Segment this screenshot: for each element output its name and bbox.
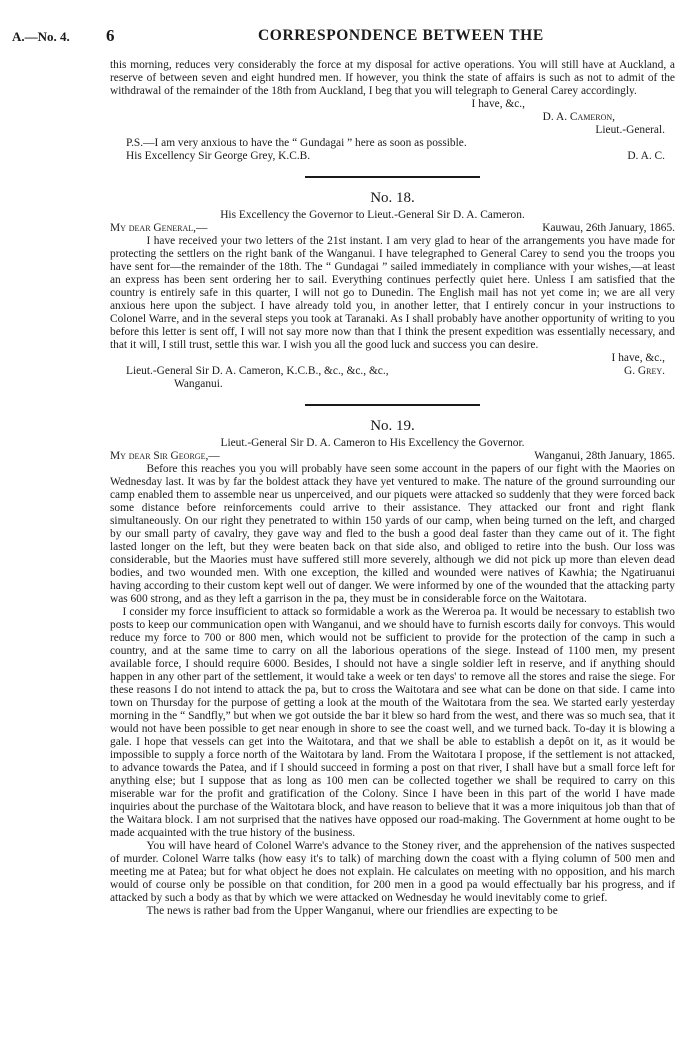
letter-17-continuation — [110, 59, 675, 163]
signature-rank: Lieut.-General. — [595, 124, 665, 136]
paragraph: Before this reaches you you will probably have seen some account in the papers of our fight with the Maories on Wednesday last. It was by far the boldest attack they have yet ventured to make. The nature of the ground surrounding our camp enabled them to assemble near us unperceived, and our piquets were attacked so suddenly that they were forced back some distance before reinforcements could arrive to their assistance. They attacked our front and right flank simultaneously. On our right they penetrated to within 150 yards of our camp, when being turned on the left, and charged by our small party of cavalry, they gave way and fled to the bush a good deal faster than they came out of it. The fight lasted longer on the left, but they were beaten back on that side also, and obliged to retire into the bush. Our loss was considerable, but the Maories must have suffered still more severely, although we did not pick up more than eleven dead bodies, and two wounded men. With one exception, the killed and wounded were natives of Kawhia; the Ngatiruanui having according to their custom kept well out of danger. We were informed by one of the wounded that the attacking party was 600 strong, and as they left a garrison in the pa, they must be in considerable force on the Waitotara. — [110, 463, 675, 605]
closing: I have, &c., — [611, 352, 665, 364]
salutation-row — [110, 222, 675, 235]
paragraph: I consider my force insufficient to attack so formidable a work as the Wereroa pa. It would be necessary to establish two posts to keep our communication open with Wanganui, and we should have to furnish escorts daily for convoys. This would reduce my force to 700 or 800 men, which would not be sufficient to provide for the protection of the camp in such a country, and at the same time to carry on all the laborious operations of the siege. Instead of 1100 men, my present available force, I should require 6000. Besides, I should not have a single soldier left in reserve, and if anything should happen in any other part of the settlement, it would take a week or ten days' to remove all the stores and raise the siege. For these reasons I do not intend to attack the pa, but to cross the Waitotara and see what can be done on that side. I came into town on Thursday for the purpose of getting a look at the mouth of the Waitotara from the sea. We started early yesterday morning in the “ Sandfly,” but when we got outside the bar it blew so hard from the west, and there was so much sea, that it would not have been possible to get near enough in shore to see the coast well, and we turned back. To-day it is blowing a gale. I hope that vessels can get into the Waitotara, and that we shall be able to establish a depôt on it, as it would be impossible to supply a force north of the Waitotara by land. From the Waitotara I propose, if the settlement is not attacked, to advance towards the Patea, and if I should succeed in forming a post on that river, I shall have but a small force left for anything else; but I suppose that as long as 100 men can be collected together we shall be required to carry on this miserable war for the profit and gratification of the Colony. Since I have been in this part of the world I have made inquiries about the purchase of the Waitotara block, and have reason to believe that it was a more iniquitous job than that of the Waitara block. I am not surprised that the natives have opposed our road-making. The Government at home ought to be made acquainted with the true history of the business. — [110, 606, 675, 839]
place-date: Wanganui, 28th January, 1865. — [534, 450, 675, 462]
letter-subtitle: His Excellency the Governor to Lieut.-General Sir D. A. Cameron. — [220, 209, 525, 221]
paragraph: I have received your two letters of the 21st instant. I am very glad to hear of the arrangements you have made for protecting the settlers on the right bank of the Wanganui. I have telegraphed to General Carey to send you the troops you have sent for—the remainder of the 18th. The “ Gundagai ” sailed immediately in compliance with your wishes,—at least an express has been sent ordering her to sail. Everything continues perfectly quiet here. Unless I am satisfied that the country is entirely safe in this quarter, I will not go to Dunedin. The English mail has not yet come in; we are all very anxious here upon the subject. I have already told you, in another letter, that I entirely concur in your instructions to Colonel Warre, and in the several steps you took at Taranaki. As I shall probably have another opportunity of writing to you before this letter is sent off, I will not say more now than that I think the present expedition was essentially necessary, and that it will, I still trust, settle this war. I wish you all the good luck and success you can desire. — [110, 235, 675, 351]
salutation: My dear General,— — [110, 222, 208, 234]
letter-18 — [110, 189, 675, 391]
paragraph: this morning, reduces very considerably the force at my disposal for active operations. You will still have at Auckland, a reserve of between seven and eight hundred men. If however, you think the state of affairs is such as not to admit of the withdrawal of the remainder of the 18th from Auckland, I beg that you will telegraph to General Carey accordingly. — [110, 59, 675, 97]
closing: I have, &c., — [471, 98, 525, 110]
initials: D. A. C. — [627, 150, 665, 162]
salutation-row — [110, 450, 675, 463]
letter-number: No. 18. — [370, 190, 415, 206]
letter-number: No. 19. — [370, 418, 415, 434]
paragraph: You will have heard of Colonel Warre's advance to the Stoney river, and the apprehension of the natives suspected of murder. Colonel Warre talks (how easy it's to talk) of marching down the coast with a flying column of 500 men and meeting me at Patea; but for what object he does not explain. He calculates on meeting with no opposition, and his march would of course only be possible on that condition, for 200 men in a good pa would effectually bar his progress, and if attacked by such a body as that by which we were attacked on Wednesday he would inevitably come to grief. — [110, 840, 675, 904]
salutation: My dear Sir George,— — [110, 450, 220, 462]
addressee-row — [110, 365, 675, 378]
section-divider — [305, 176, 480, 178]
section-divider — [305, 404, 480, 406]
page-number: 6 — [106, 26, 115, 45]
page-header — [0, 26, 700, 46]
signature: G. Grey. — [624, 365, 665, 377]
letter-subtitle: Lieut.-General Sir D. A. Cameron to His Excellency the Governor. — [220, 437, 525, 449]
addressee: His Excellency Sir George Grey, K.C.B. — [126, 150, 311, 162]
letter-19 — [110, 417, 675, 918]
addressee: Lieut.-General Sir D. A. Cameron, K.C.B., &c., &c., &c., — [126, 365, 389, 377]
running-title: CORRESPONDENCE BETWEEN THE — [258, 27, 544, 44]
paragraph: The news is rather bad from the Upper Wanganui, where our friendlies are expecting to be — [146, 905, 558, 917]
signature: D. A. Cameron, — [542, 111, 615, 123]
document-reference: A.—No. 4. — [12, 29, 70, 44]
postscript: P.S.—I am very anxious to have the “ Gundagai ” here as soon as possible. — [126, 137, 467, 149]
place-date: Kauwau, 26th January, 1865. — [542, 222, 675, 234]
addressee-row — [110, 150, 675, 163]
page-body — [110, 59, 675, 918]
addressee-place: Wanganui. — [174, 378, 223, 390]
